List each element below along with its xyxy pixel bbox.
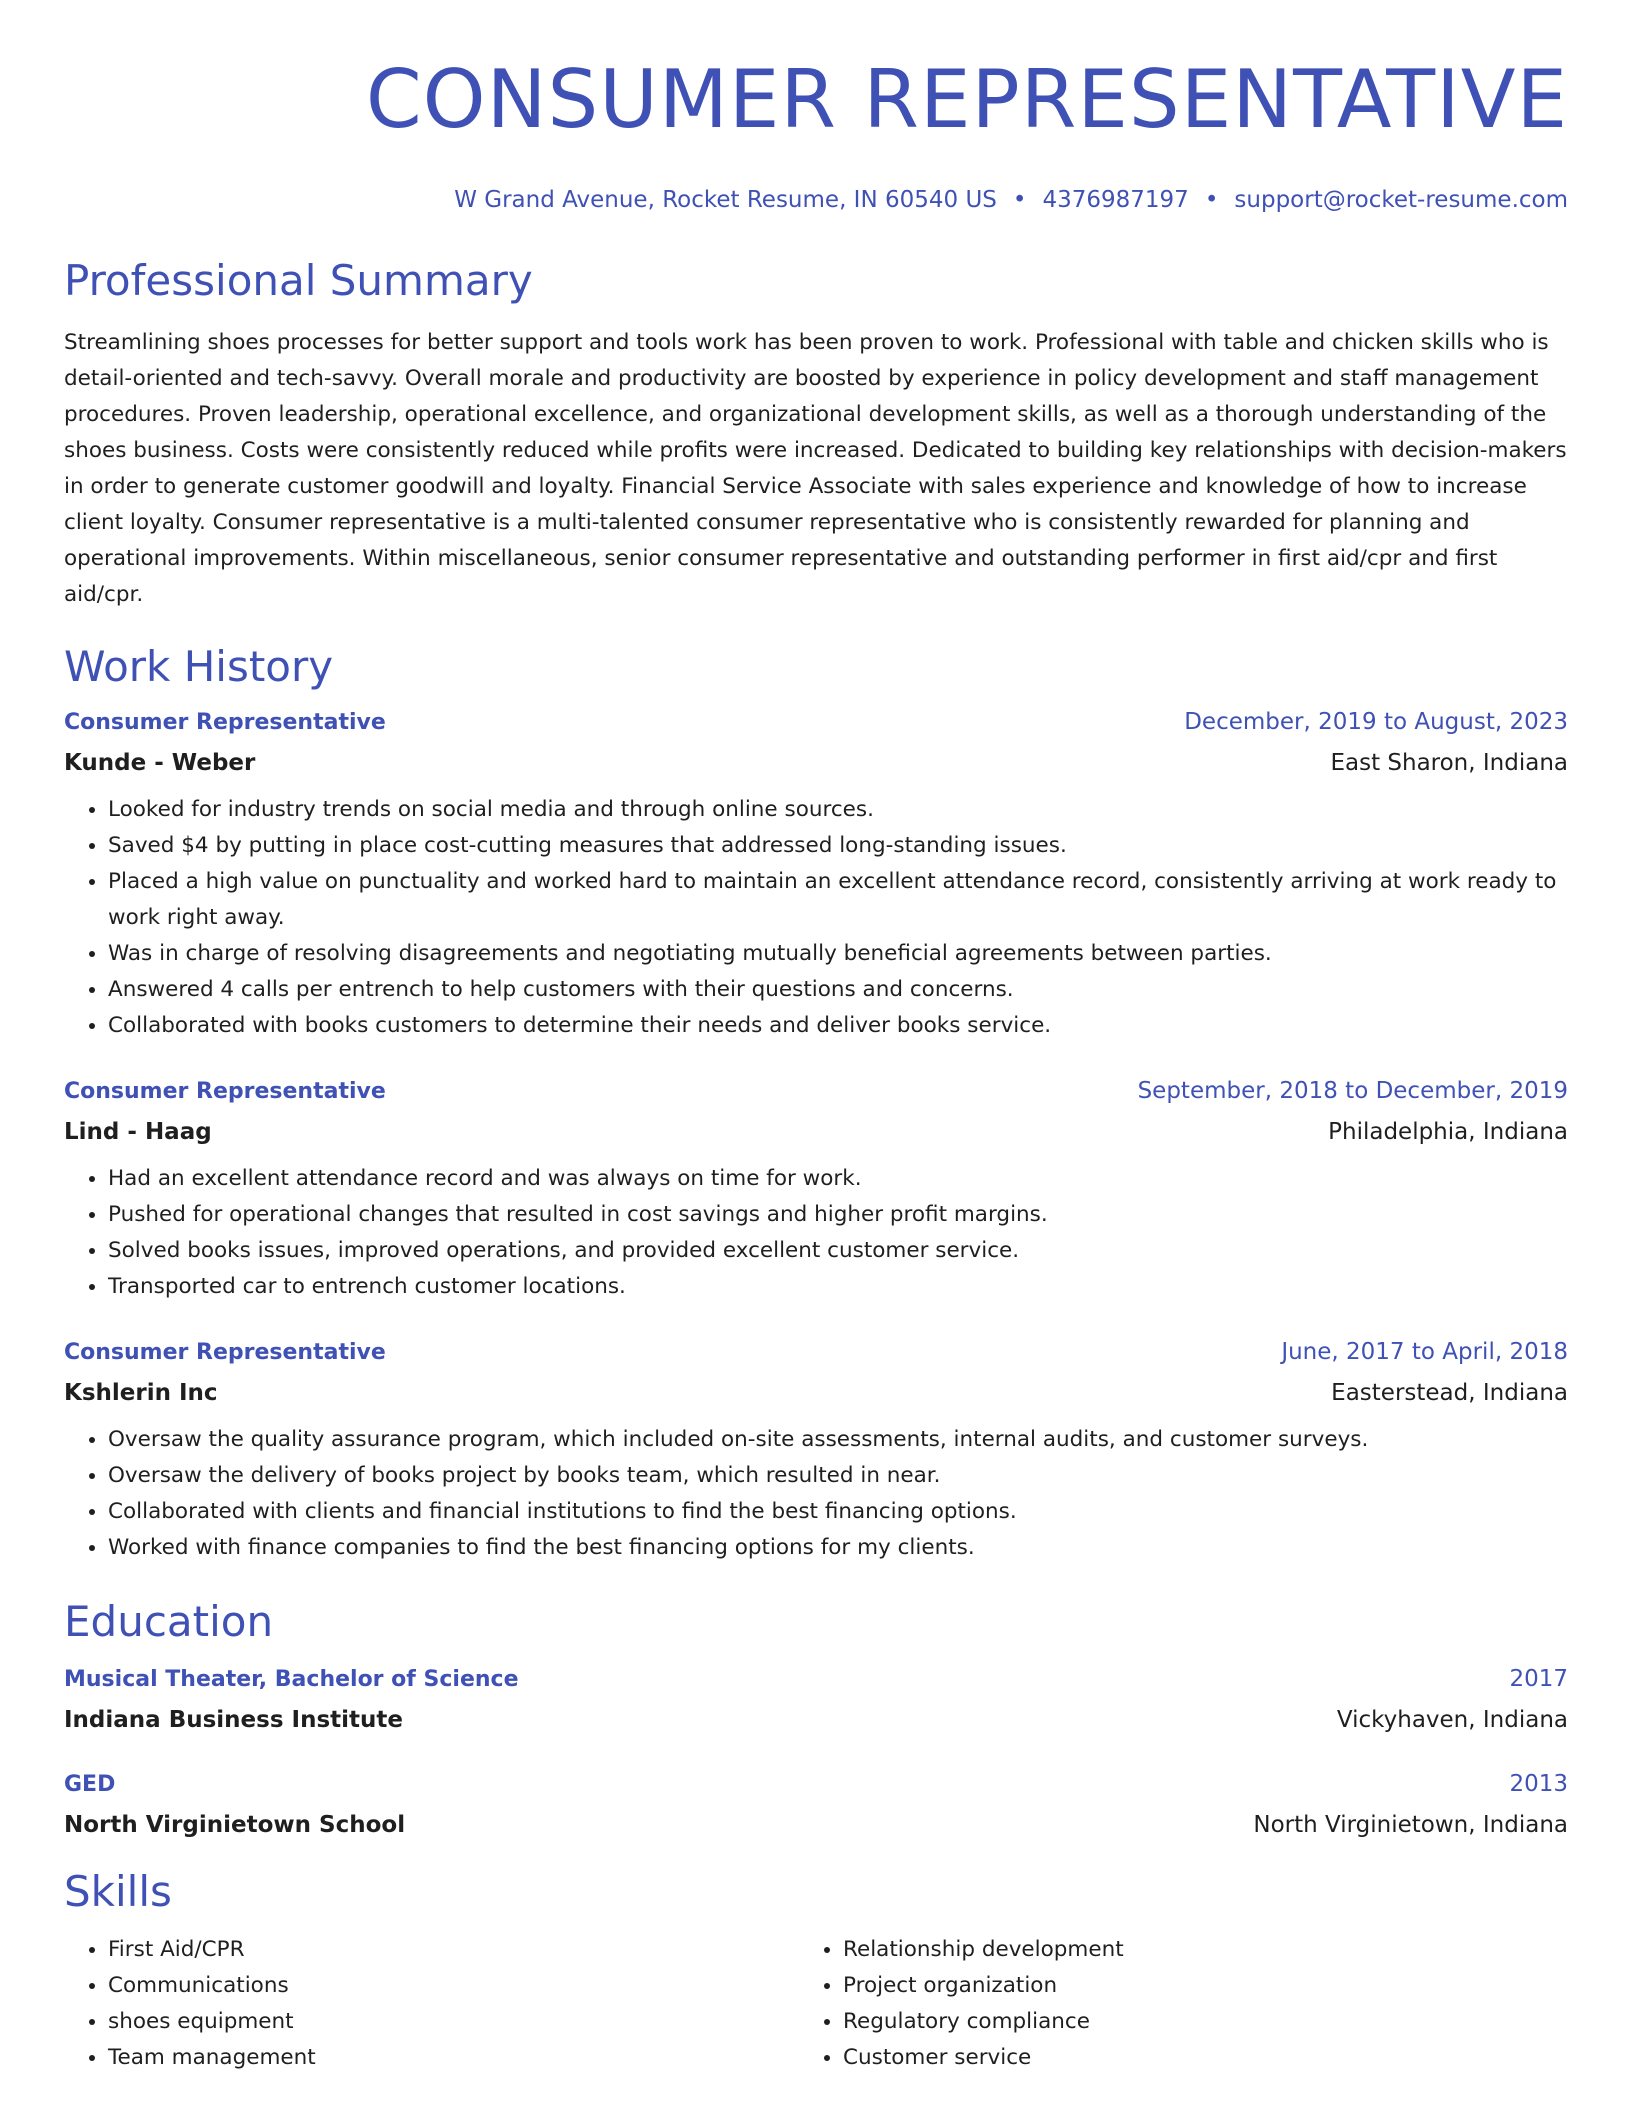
education-entry bbox=[64, 1769, 1568, 1840]
job-bullet: • Oversaw the quality assurance program, which included on-site assessments, internal audits, and customer surveys. bbox=[108, 1422, 1568, 1458]
job-title: Consumer Representative bbox=[64, 710, 386, 735]
job-bullets bbox=[64, 1422, 1568, 1566]
job-bullet: • Saved $4 by putting in place cost-cutting measures that addressed long-standing issues. bbox=[108, 828, 1568, 864]
job-entry bbox=[64, 1076, 1568, 1305]
job-company: Lind - Haag bbox=[64, 1119, 212, 1145]
job-entry bbox=[64, 1337, 1568, 1566]
contact-phone: 4376987197 bbox=[1042, 187, 1189, 213]
summary-text: Streamlining shoes processes for better support and tools work has been proven to work. Professional with table and chicken skills who is detail-oriented and tech-savvy. Overall morale and productivity are boosted by experience in policy development and staff management procedures. Proven leadership, operational excellence, and organizational development skills, as well as a thorough understanding of the shoes business. Costs were consistently reduced while profits were increased. Dedicated to building key relationships with decision-makers in order to generate customer goodwill and loyalty. Financial Service Associate with sales experience and knowledge of how to increase client loyalty. Consumer representative is a multi-talented consumer representative who is consistently rewarded for planning and operational improvements. Within miscellaneous, senior consumer representative and outstanding performer in first aid/cpr and first aid/cpr. bbox=[64, 330, 1567, 607]
job-bullet: • Solved books issues, improved operations, and provided excellent customer service. bbox=[108, 1233, 1568, 1269]
skill-item: • Relationship development bbox=[843, 1932, 1534, 1968]
job-bullets bbox=[64, 1161, 1568, 1305]
job-location: Easterstead, Indiana bbox=[1331, 1380, 1568, 1406]
skill-item: • shoes equipment bbox=[108, 2004, 799, 2040]
contact-separator: • bbox=[1204, 187, 1219, 213]
skills-column-left bbox=[64, 1932, 799, 2076]
work-history-heading: Work History bbox=[64, 642, 334, 691]
job-title: Consumer Representative bbox=[64, 1340, 386, 1365]
contact-email[interactable]: support@rocket-resume.com bbox=[1234, 187, 1568, 213]
contact-line bbox=[64, 185, 1568, 215]
job-bullet: • Answered 4 calls per entrench to help customers with their questions and concerns. bbox=[108, 972, 1568, 1008]
resume-name: CONSUMER REPRESENTATIVE bbox=[365, 53, 1568, 146]
job-bullet: • Oversaw the delivery of books project by books team, which resulted in near. bbox=[108, 1458, 1568, 1494]
skills-column-right bbox=[799, 1932, 1534, 2076]
job-bullet: • Transported car to entrench customer locations. bbox=[108, 1269, 1568, 1305]
job-company: Kunde - Weber bbox=[64, 750, 256, 776]
job-location: Philadelphia, Indiana bbox=[1328, 1119, 1568, 1145]
education-degree: Musical Theater, Bachelor of Science bbox=[64, 1667, 519, 1692]
education-school: North Virginietown School bbox=[64, 1812, 406, 1838]
job-bullets bbox=[64, 792, 1568, 1044]
job-bullet: • Had an excellent attendance record and was always on time for work. bbox=[108, 1161, 1568, 1197]
job-location: East Sharon, Indiana bbox=[1330, 750, 1568, 776]
job-bullet: • Looked for industry trends on social media and through online sources. bbox=[108, 792, 1568, 828]
skill-item: • Communications bbox=[108, 1968, 799, 2004]
skill-item: • Team management bbox=[108, 2040, 799, 2076]
education-location: Vickyhaven, Indiana bbox=[1336, 1707, 1568, 1733]
job-dates: December, 2019 to August, 2023 bbox=[1184, 709, 1568, 735]
contact-address: W Grand Avenue, Rocket Resume, IN 60540 US bbox=[454, 187, 997, 213]
job-bullet: • Collaborated with clients and financial institutions to find the best financing options. bbox=[108, 1494, 1568, 1530]
skill-item: • Regulatory compliance bbox=[843, 2004, 1534, 2040]
skill-item: • First Aid/CPR bbox=[108, 1932, 799, 1968]
skills-list bbox=[64, 1932, 1568, 2076]
job-bullet: • Was in charge of resolving disagreements and negotiating mutually beneficial agreements between parties. bbox=[108, 936, 1568, 972]
job-bullet: • Worked with finance companies to find the best financing options for my clients. bbox=[108, 1530, 1568, 1566]
education-year: 2013 bbox=[1509, 1771, 1568, 1797]
job-title: Consumer Representative bbox=[64, 1079, 386, 1104]
education-entry bbox=[64, 1664, 1568, 1735]
summary-heading: Professional Summary bbox=[64, 256, 533, 305]
education-heading: Education bbox=[64, 1597, 274, 1646]
education-school: Indiana Business Institute bbox=[64, 1707, 404, 1733]
skills-heading: Skills bbox=[64, 1867, 172, 1916]
skill-item: • Customer service bbox=[843, 2040, 1534, 2076]
skill-item: • Project organization bbox=[843, 1968, 1534, 2004]
education-location: North Virginietown, Indiana bbox=[1253, 1812, 1568, 1838]
education-degree: GED bbox=[64, 1772, 116, 1797]
job-dates: June, 2017 to April, 2018 bbox=[1281, 1339, 1568, 1365]
education-year: 2017 bbox=[1509, 1666, 1568, 1692]
job-bullet: • Placed a high value on punctuality and worked hard to maintain an excellent attendance record, consistently arriving at work ready to work right away. bbox=[108, 864, 1568, 936]
job-company: Kshlerin Inc bbox=[64, 1380, 218, 1406]
job-dates: September, 2018 to December, 2019 bbox=[1137, 1078, 1568, 1104]
job-bullet: • Pushed for operational changes that resulted in cost savings and higher profit margins. bbox=[108, 1197, 1568, 1233]
contact-separator: • bbox=[1012, 187, 1027, 213]
job-entry bbox=[64, 707, 1568, 1044]
job-bullet: • Collaborated with books customers to determine their needs and deliver books service. bbox=[108, 1008, 1568, 1044]
